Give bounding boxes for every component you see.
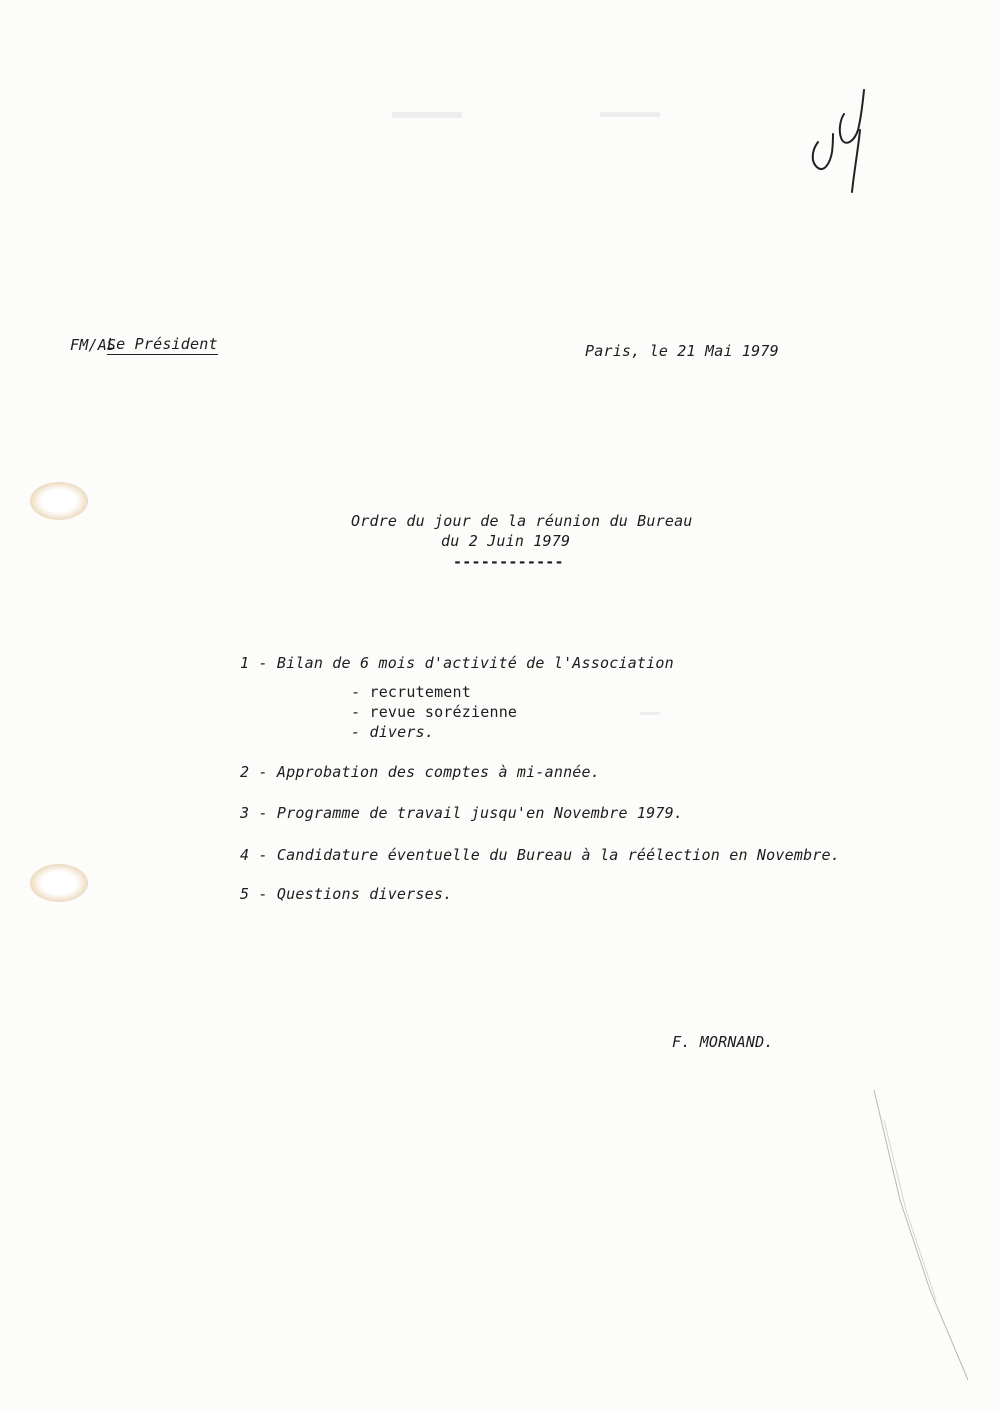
agenda-item-5: 5 - Questions diverses. bbox=[240, 885, 453, 903]
title-rule: ------------ bbox=[453, 553, 564, 571]
signature-name: F. MORNAND. bbox=[672, 1033, 774, 1051]
show-through-mark bbox=[392, 112, 462, 118]
sender-title-text: Le Président bbox=[106, 335, 218, 353]
punch-hole bbox=[30, 482, 88, 520]
date-line: Paris, le 21 Mai 1979 bbox=[585, 342, 779, 360]
agenda-item-3: 3 - Programme de travail jusqu'en Novembre 1979. bbox=[240, 804, 684, 822]
show-through-mark bbox=[640, 712, 660, 715]
document-title-line1: Ordre du jour de la réunion du Bureau bbox=[351, 512, 693, 530]
handwritten-mark-icon bbox=[800, 80, 890, 200]
show-through-mark bbox=[600, 112, 660, 117]
agenda-subitem-recruitment: - recrutement bbox=[351, 683, 471, 701]
agenda-item-4: 4 - Candidature éventuelle du Bureau à la réélection en Novembre. bbox=[240, 846, 840, 864]
reference-code: FM/AS bbox=[70, 336, 117, 354]
paper-crease bbox=[860, 1080, 980, 1400]
agenda-item-2: 2 - Approbation des comptes à mi-année. bbox=[240, 763, 600, 781]
agenda-item-1: 1 - Bilan de 6 mois d'activité de l'Association bbox=[240, 654, 674, 672]
agenda-subitem-misc: - divers. bbox=[351, 723, 435, 741]
punch-hole bbox=[30, 864, 88, 902]
agenda-subitem-review: - revue sorézienne bbox=[351, 703, 518, 721]
document-title-line2: du 2 Juin 1979 bbox=[441, 532, 571, 550]
